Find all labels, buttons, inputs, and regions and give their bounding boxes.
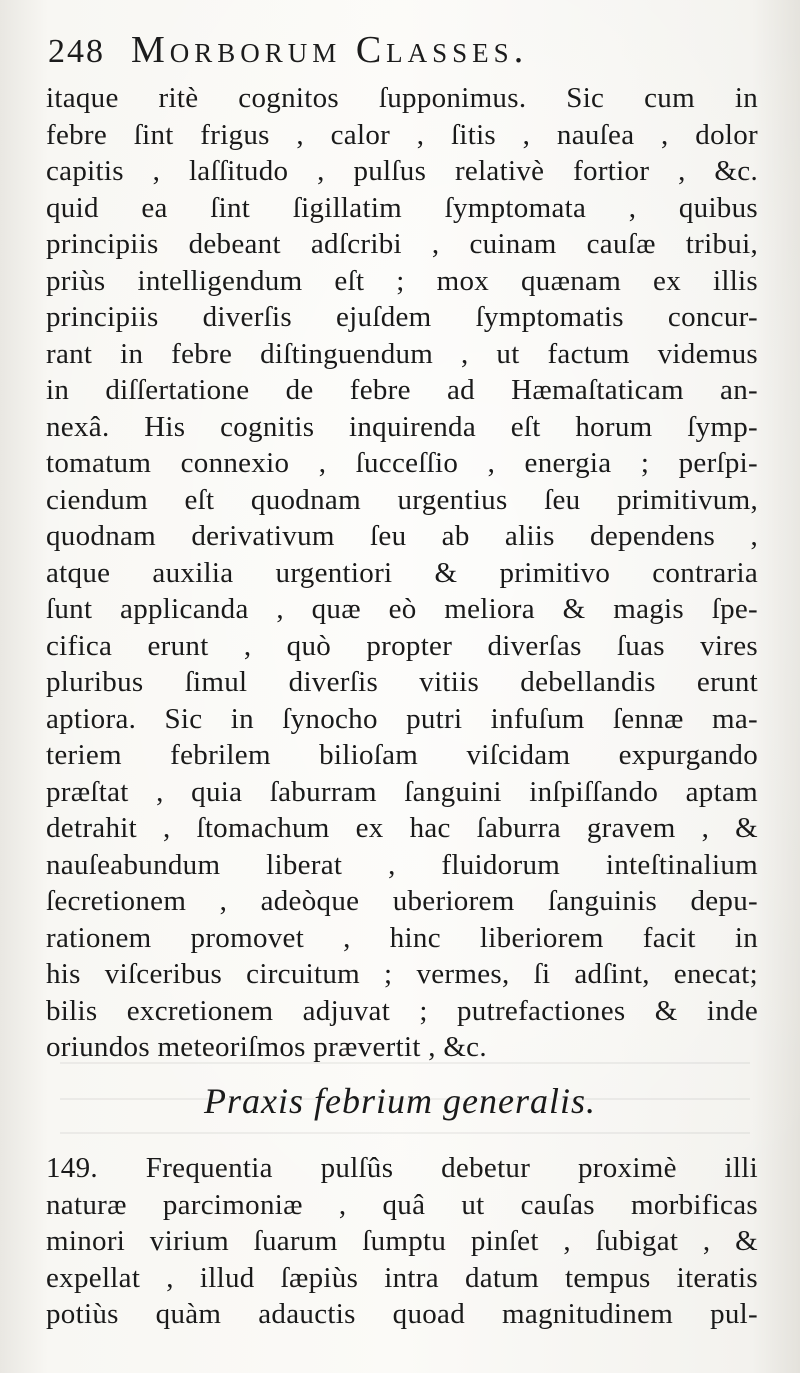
text-line: 149. Frequentia pulſûs debetur proximè illi <box>46 1152 758 1184</box>
text-line: oriundos meteoriſmos prævertit , &c. <box>46 1031 487 1063</box>
show-through-line <box>60 1062 750 1064</box>
text-line: principiis diverſis ejuſdem ſymptomatis concur- <box>46 301 758 333</box>
text-line: itaque ritè cognitos ſupponimus. Sic cum in <box>46 82 758 114</box>
text-line: cifica erunt , quò propter diverſas ſuas vires <box>46 629 758 662</box>
text-line: teriem febrilem bilioſam viſcidam expurgando <box>46 739 758 771</box>
text-line: capitis , laſſitudo , pulſus relativè fortior , &c. <box>46 155 758 187</box>
text-line: rationem promovet , hinc liberiorem facit in <box>46 921 758 954</box>
text-line: pluribus ſimul diverſis vitiis debellandis erunt <box>46 666 758 698</box>
text-line: bilis excretionem adjuvat ; putrefactiones & inde <box>46 994 758 1027</box>
paragraph-2 <box>46 1150 758 1333</box>
text-line: febre ſint frigus , calor , ſitis , nauſea , dolor <box>46 118 758 151</box>
text-line: nauſeabundum liberat , fluidorum inteſtinalium <box>46 848 758 881</box>
text-line: minori virium ſuarum ſumptu pinſet , ſubigat , & <box>46 1225 758 1257</box>
text-line: expellat , illud ſæpiùs intra datum tempus iteratis <box>46 1261 758 1294</box>
text-line: principiis debeant adſcribi , cuinam cauſæ tribui, <box>46 228 758 260</box>
text-line: ciendum eſt quodnam urgentius ſeu primitivum, <box>46 483 758 516</box>
text-line: quid ea ſint ſigillatim ſymptomata , quibus <box>46 191 758 224</box>
page-number: 248 <box>48 33 105 70</box>
text-line: rant in febre diſtinguendum , ut factum videmus <box>46 337 758 370</box>
text-line: præſtat , quia ſaburram ſanguini inſpiſſando aptam <box>46 775 758 808</box>
text-line: ſecretionem , adeòque uberiorem ſanguinis depu- <box>46 885 758 917</box>
text-line: ſunt applicanda , quæ eò meliora & magis ſpe- <box>46 593 758 625</box>
text-line: potiùs quàm adauctis quoad magnitudinem pul- <box>46 1298 758 1330</box>
text-line: his viſceribus circuitum ; vermes, ſi adſint, enecat; <box>46 958 758 990</box>
text-line: detrahit , ſtomachum ex hac ſaburra gravem , & <box>46 812 758 844</box>
text-line: tomatum connexio , ſucceſſio , energia ; perſpi- <box>46 447 758 479</box>
show-through-line <box>60 1132 750 1134</box>
text-line: atque auxilia urgentiori & primitivo contraria <box>46 556 758 589</box>
running-title: Morborum Classes. <box>131 29 529 71</box>
text-line: quodnam derivativum ſeu ab aliis dependens , <box>46 520 758 552</box>
text-line: naturæ parcimoniæ , quâ ut cauſas morbificas <box>46 1188 758 1221</box>
text-line: aptiora. Sic in ſynocho putri infuſum ſennæ ma- <box>46 702 758 735</box>
section-heading: Praxis febrium generalis. <box>204 1081 596 1121</box>
paragraph-1 <box>46 80 758 1066</box>
text-line: priùs intelligendum eſt ; mox quænam ex illis <box>46 264 758 297</box>
text-line: nexâ. His cognitis inquirenda eſt horum ſymp- <box>46 410 758 443</box>
text-line: in diſſertatione de febre ad Hæmaſtaticam an- <box>46 374 758 406</box>
running-header <box>48 28 528 80</box>
